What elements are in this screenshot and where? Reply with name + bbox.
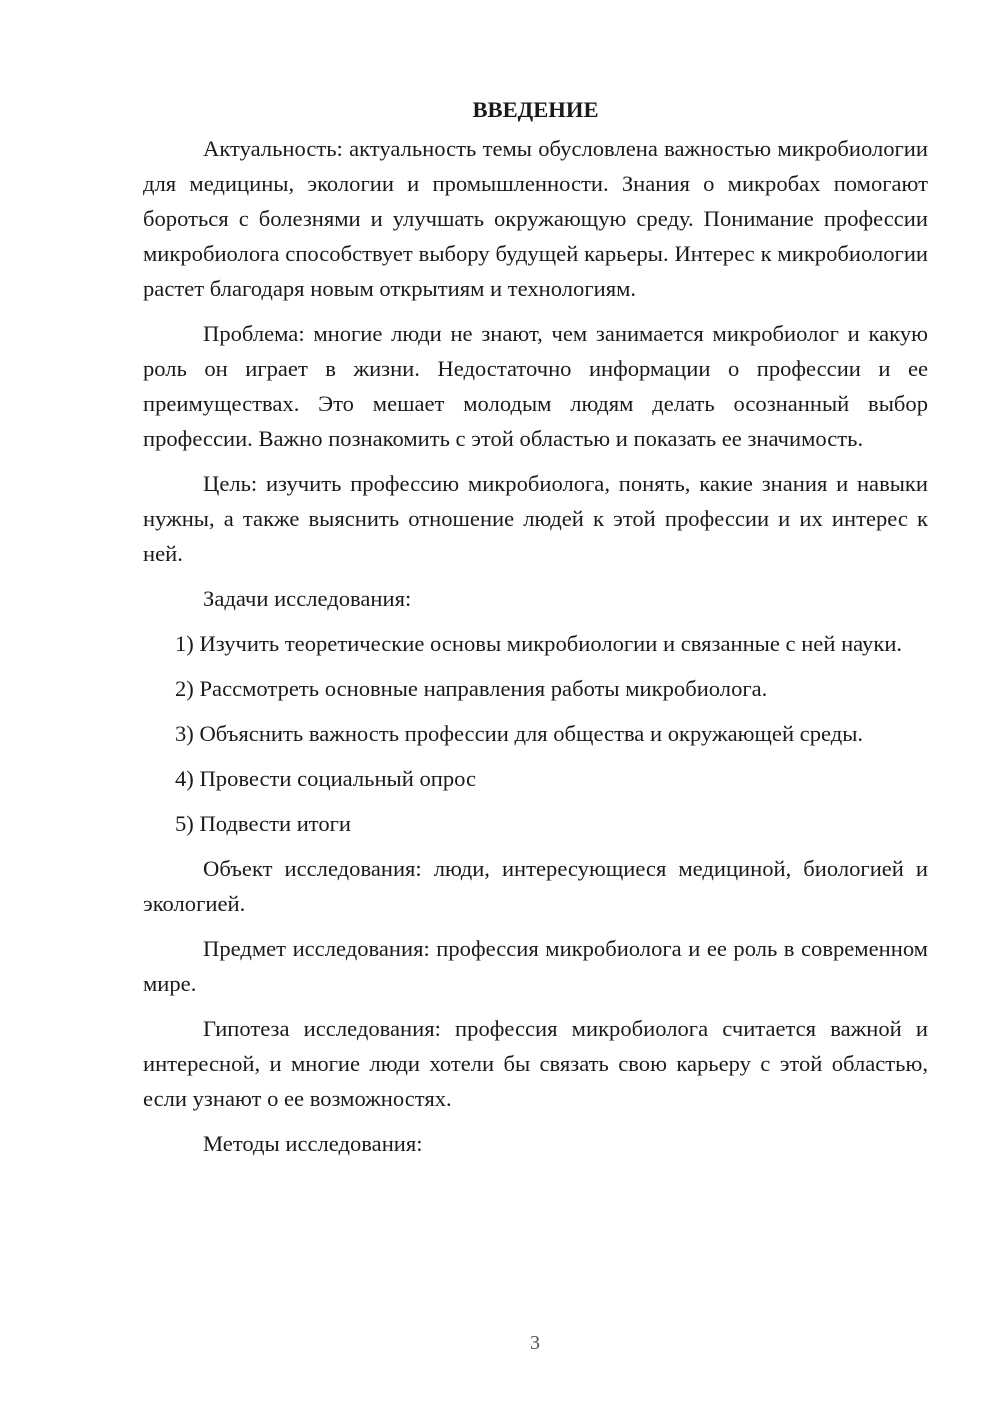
task-item-5: 5) Подвести итоги (175, 811, 352, 836)
tasks-list (143, 626, 928, 841)
paragraph-goal: Цель: изучить профессию микробиолога, понять, какие знания и навыки нужны, а также выяснить отношение людей к этой профессии и их интерес к ней. (143, 471, 928, 566)
paragraph-hypothesis: Гипотеза исследования: профессия микробиолога считается важной и интересной, и многие люди хотели бы связать свою карьеру с этой областью, если узнают о ее возможностях. (143, 1016, 928, 1111)
paragraph-tasks-heading: Задачи исследования: (203, 586, 412, 611)
task-item-2: 2) Рассмотреть основные направления работы микробиолога. (175, 676, 768, 701)
task-item-3: 3) Объяснить важность профессии для общества и окружающей среды. (175, 721, 864, 746)
paragraph-methods-heading: Методы исследования: (203, 1131, 423, 1156)
paragraph-object: Объект исследования: люди, интересующиеся медициной, биологией и экологией. (143, 856, 928, 916)
page-content (143, 92, 928, 1171)
paragraph-subject: Предмет исследования: профессия микробиолога и ее роль в современном мире. (143, 936, 928, 996)
task-item-1: 1) Изучить теоретические основы микробиологии и связанные с ней науки. (175, 631, 903, 656)
page-number: 3 (530, 1332, 540, 1354)
paragraph-problem: Проблема: многие люди не знают, чем занимается микробиолог и какую роль он играет в жизни. Недостаточно информации о профессии и ее преимуществах. Это мешает молодым людям делать осознанный выбор профессии. Важно познакомить с этой областью и показать ее значимость. (143, 321, 928, 451)
paragraph-relevance: Актуальность: актуальность темы обусловлена важностью микробиологии для медицины, экологии и промышленности. Знания о микробах помогают бороться с болезнями и улучшать окружающую среду. Понимание профессии микробиолога способствует выбору будущей карьеры. Интерес к микробиологии растет благодаря новым открытиям и технологиям. (143, 136, 928, 301)
section-title: ВВЕДЕНИЕ (472, 97, 599, 122)
task-item-4: 4) Провести социальный опрос (175, 766, 477, 791)
